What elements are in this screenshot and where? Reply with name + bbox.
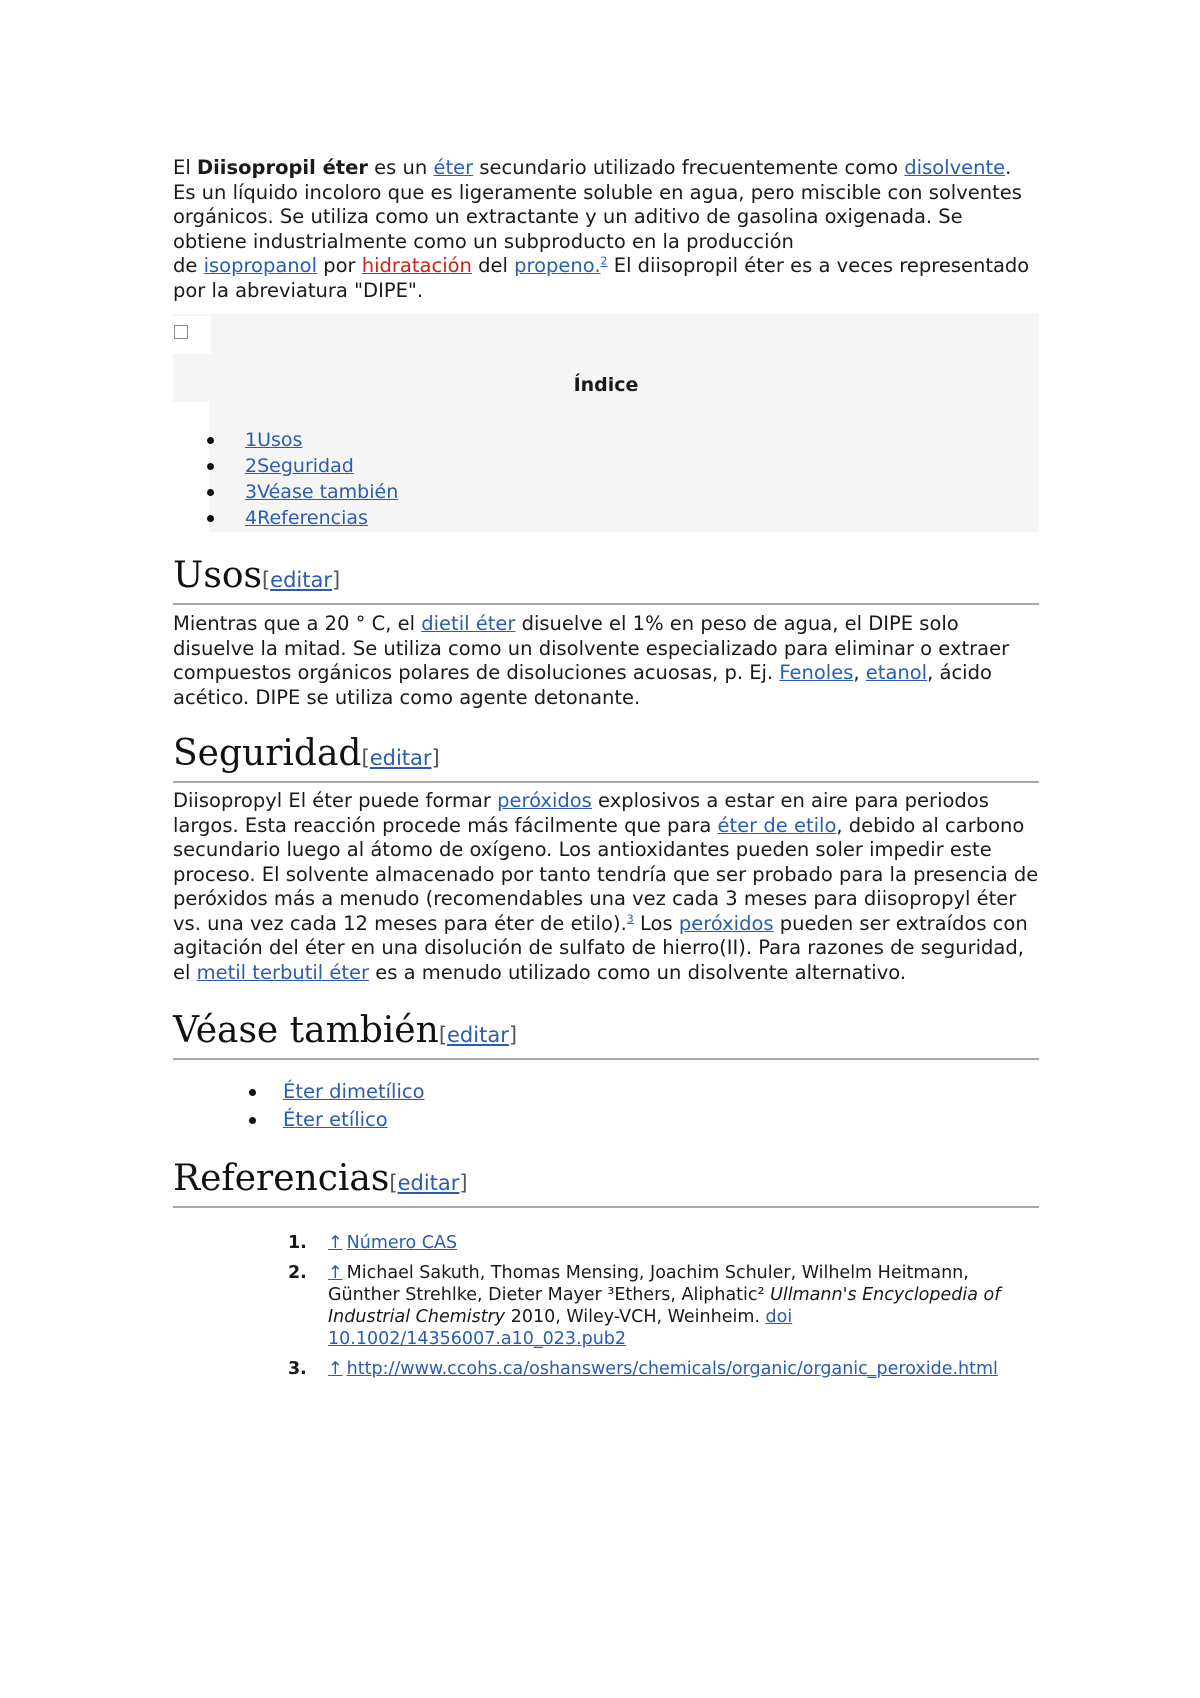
link-dietil-eter[interactable]: dietil éter [421,612,516,635]
toc-list [245,427,398,531]
link-eter[interactable]: éter [433,156,474,179]
link-propeno[interactable]: propeno [514,254,595,277]
link-eter-etilico[interactable]: Éter etílico [283,1108,388,1131]
toc-margin [171,402,209,532]
usos-text: , ácido acético. DIPE se utiliza como agente detonante. [173,661,992,709]
toc-num: 3 [245,481,258,503]
intro-text: de [173,254,204,277]
heading-vease-tambien [173,1010,1039,1060]
toc-num: 1 [245,429,258,451]
usos-text: , [853,661,866,684]
intro-text: del [471,254,515,277]
edit-referencias-link[interactable]: editar [397,1171,460,1195]
usos-text: disuelve el 1% en peso de agua, el DIPE solo disuelve la mitad. Se utiliza como un disolvente especializado para eliminar o extraer compuestos orgánicos polares de disoluciones acuosas, p. Ej. [173,612,1010,684]
edit-seguridad [361,746,439,770]
reference-text: 2010, Wiley-VCH, Weinheim. [505,1307,766,1327]
toc-label: Usos [257,429,303,451]
back-arrow-icon[interactable]: ↑ [328,1263,343,1283]
toc-label: Véase también [257,481,399,503]
bracket: ] [508,1023,518,1047]
usos-text: Mientras que a 20 ° C, el [173,612,422,635]
link-doi[interactable]: doi [765,1307,793,1327]
edit-vease-link[interactable]: editar [447,1023,509,1047]
link-peroxidos-2[interactable]: peróxidos [678,911,774,935]
toc-title: Índice [573,374,639,396]
heading-seguridad [173,733,1039,783]
citation-3[interactable] [627,912,634,925]
bracket: ] [431,746,440,770]
heading-referencias [173,1158,1039,1208]
bracket: [ [261,568,271,592]
reference-title: Ullmann's Encyclopedia of Industrial Chemistry [328,1285,1001,1327]
heading-usos [173,555,1039,605]
heading-text: Seguridad [173,733,362,774]
intro-paragraph [173,156,1039,303]
see-also-item[interactable] [283,1078,425,1106]
bracket: [ [438,1023,448,1047]
link-fenoles[interactable]: Fenoles [779,661,854,684]
link-etanol[interactable]: etanol [865,661,928,684]
seguridad-text: pueden ser extraídos con agitación del éter en una disolución de sulfato de hierro(II). Para razones de seguridad, el [173,911,1028,984]
edit-usos-link[interactable]: editar [270,568,332,592]
intro-text: es un [367,156,434,179]
citation-3-link[interactable]: 3 [626,912,634,925]
seguridad-text: explosivos a estar en aire para periodos largos. Esta reacción procede más fácilmente que para [173,789,989,837]
edit-usos [262,568,340,592]
bracket: [ [389,1171,398,1195]
toc-link-seguridad[interactable] [245,455,354,477]
link-propeno-dot[interactable]: . [594,254,601,277]
toc-label: Referencias [257,507,368,529]
link-peroxidos[interactable]: peróxidos [497,789,592,812]
toc-num: 4 [245,507,258,529]
link-hidratacion[interactable]: hidratación [361,254,472,277]
bracket: ] [459,1171,468,1195]
seguridad-text: es a menudo utilizado como un disolvente alternativo. [369,960,907,984]
heading-text: Véase también [173,1010,439,1051]
reference-number: 3. [288,1359,307,1379]
link-eter-dimetilico[interactable]: Éter dimetílico [283,1080,425,1103]
link-eter-de-etilo[interactable]: éter de etilo [717,813,837,837]
back-arrow-icon[interactable]: ↑ [328,1233,343,1253]
seguridad-text: Los [633,911,679,935]
link-isopropanol[interactable]: isopropanol [203,254,318,277]
link-ccohs[interactable]: http://www.ccohs.ca/oshanswers/chemicals/organic/organic_peroxide.html [346,1359,998,1379]
citation-2[interactable] [601,255,608,268]
reference-number: 2. [288,1263,307,1283]
seguridad-text: Diisopropyl El éter puede formar [173,789,498,812]
toc-item-seguridad[interactable] [245,453,398,479]
edit-referencias [389,1171,467,1195]
heading-text: Referencias [173,1158,390,1199]
see-also-item[interactable] [283,1106,425,1134]
intro-text: . Es un líquido incoloro que es ligeramente soluble en agua, pero miscible con solventes orgánicos. Se utiliza como un extractante y un aditivo de gasolina oxigenada. Se obtiene industrialmente como un subproducto en la producción [173,156,1022,253]
link-disolvente[interactable]: disolvente [904,156,1006,179]
reference-3 [288,1358,1038,1380]
reference-number: 1. [288,1233,307,1253]
toc-link-referencias[interactable] [245,507,368,529]
toc-item-referencias[interactable] [245,505,398,531]
toc-item-usos[interactable] [245,427,398,453]
intro-bold-term: Diisopropil éter [196,156,368,179]
reference-2 [288,1262,1038,1350]
references-list [288,1232,1038,1388]
back-arrow-icon[interactable]: ↑ [328,1359,343,1379]
link-doi-value[interactable]: 10.1002/14356007.a10_023.pub2 [328,1329,627,1349]
seguridad-text: , debido al carbono secundario luego al átomo de oxígeno. Los antioxidantes pueden soler impedir este proceso. El solvente almacenado por tanto tendría que ser probado para la presencia de peróxidos más a menudo (recomendables una vez cada 3 meses para diisopropyl éter vs. una vez cada 12 meses para éter de etilo). [173,813,1039,935]
intro-text: por [317,254,362,277]
reference-1 [288,1232,1038,1254]
intro-text: secundario utilizado frecuentemente como [473,156,905,179]
toc-toggle[interactable] [171,316,211,354]
reference-text: Michael Sakuth, Thomas Mensing, Joachim Schuler, Wilhelm Heitmann, Günther Strehlke, Dieter Mayer ³Ethers, Aliphatic² [328,1263,969,1305]
table-of-contents [173,314,1039,532]
edit-vease [439,1023,517,1047]
toc-label: Seguridad [257,455,354,477]
bracket: [ [361,746,370,770]
heading-text: Usos [173,555,262,596]
toc-item-vease[interactable] [245,479,398,505]
intro-text: El diisopropil éter es a veces representado por la abreviatura "DIPE". [173,254,1030,302]
link-metil-terbutil-eter[interactable]: metil terbutil éter [196,960,370,984]
toc-link-usos[interactable] [245,429,302,451]
bracket: ] [332,568,341,592]
toc-num: 2 [245,455,258,477]
see-also-list [283,1078,425,1134]
usos-paragraph [173,612,1039,710]
toc-link-vease[interactable] [245,481,398,503]
citation-2-link[interactable]: 2 [600,254,608,268]
intro-text: El [173,156,197,179]
toc-checkbox[interactable] [174,325,188,339]
edit-seguridad-link[interactable]: editar [369,746,432,770]
link-numero-cas[interactable]: Número CAS [346,1233,458,1253]
seguridad-paragraph [173,789,1039,985]
